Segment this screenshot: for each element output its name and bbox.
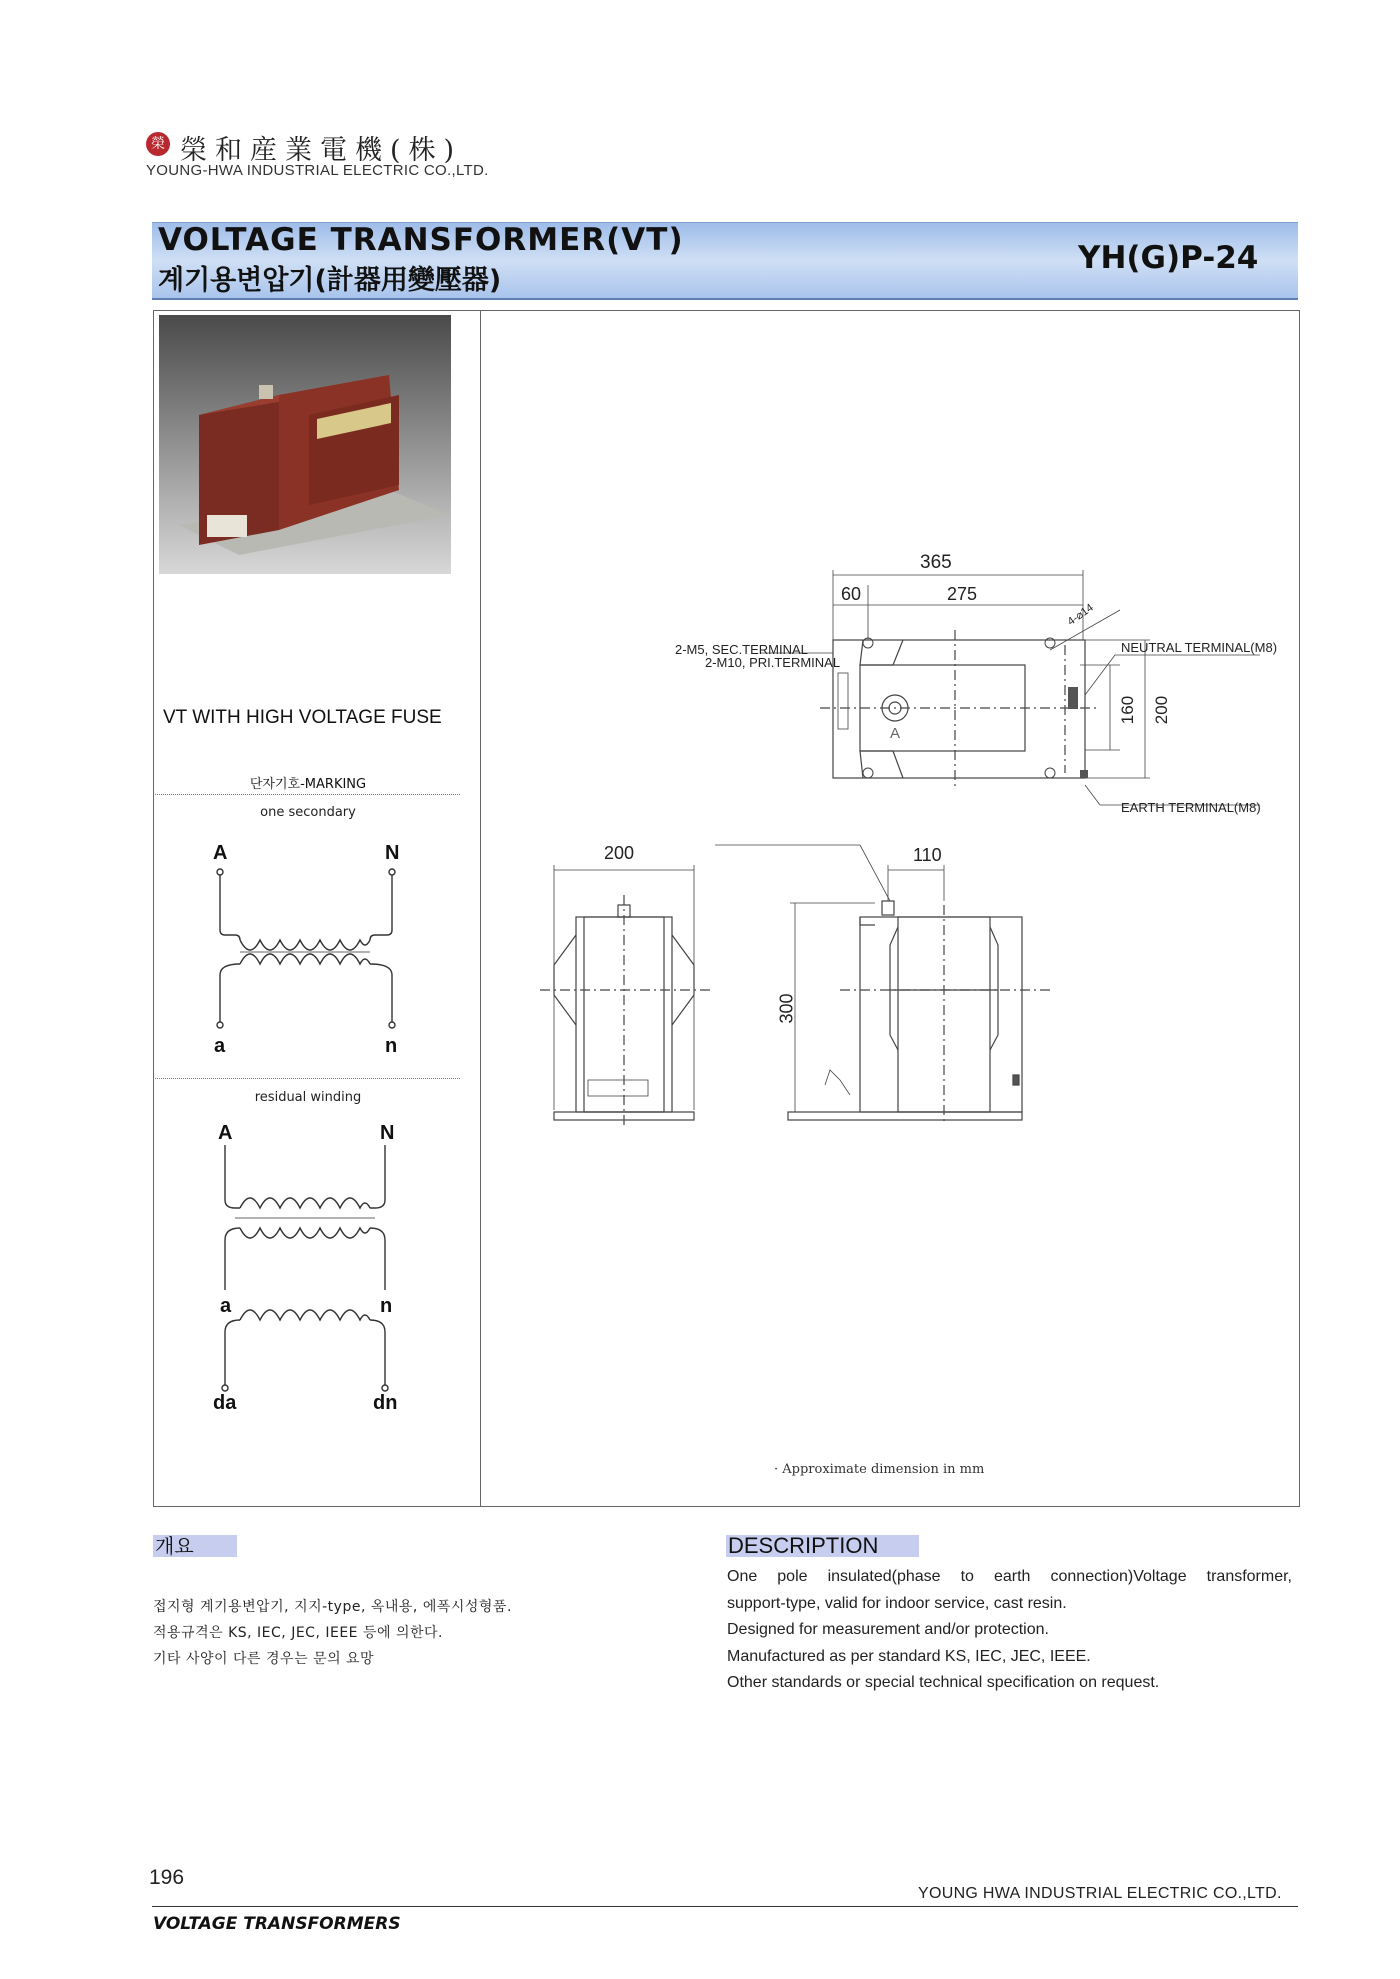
pri-terminal-label: 2-M10, PRI.TERMINAL [705, 655, 841, 670]
one-secondary-winding-diagram [200, 860, 410, 1040]
dim-hole: 4-⌀14 [1065, 601, 1096, 629]
footer-rule [152, 1906, 1298, 1907]
residual-winding-diagram [205, 1140, 405, 1400]
description-line: One pole insulated(phase to earth connection)Voltage transformer, [727, 1568, 1292, 1585]
description-line: Manufactured as per standard KS, IEC, JEC, IEEE. [727, 1648, 1091, 1665]
terminal-a-label: a [214, 1035, 226, 1057]
company-name-english: YOUNG-HWA INDUSTRIAL ELECTRIC CO.,LTD. [146, 162, 489, 179]
description-line: support-type, valid for indoor service, cast resin. [727, 1595, 1067, 1612]
dim-110: 110 [913, 845, 942, 865]
dim-60: 60 [841, 584, 862, 604]
overview-line: 기타 사양이 다른 경우는 문의 요망 [153, 1651, 375, 1667]
terminal-N-label: N [385, 842, 400, 864]
one-secondary-label: one secondary [260, 805, 356, 820]
dim-365: 365 [920, 552, 952, 573]
dim-160: 160 [1118, 695, 1138, 725]
residual-terminal-n-label: n [380, 1295, 393, 1317]
marking-title: 단자기호-MARKING [249, 777, 367, 792]
front-side-view-drawing [540, 825, 1100, 1125]
overview-heading: 개요 [153, 1535, 237, 1557]
dim-300: 300 [776, 993, 797, 1024]
residual-terminal-A-label: A [218, 1122, 233, 1144]
residual-terminal-N-label: N [380, 1122, 395, 1144]
photo-caption: VT WITH HIGH VOLTAGE FUSE [163, 707, 442, 728]
terminal-n-label: n [385, 1035, 398, 1057]
footer-company: YOUNG HWA INDUSTRIAL ELECTRIC CO.,LTD. [918, 1885, 1282, 1902]
overview-line: 접지형 계기용변압기, 지지-type, 옥내용, 에폭시성형품. [153, 1599, 512, 1615]
panel-divider [480, 310, 481, 1506]
overview-line: 적용규격은 KS, IEC, JEC, IEEE 등에 의한다. [153, 1625, 443, 1641]
company-logo: 榮 [146, 132, 170, 156]
residual-terminal-da-label: da [213, 1392, 237, 1414]
page-number: 196 [149, 1866, 185, 1889]
dim-275: 275 [947, 584, 978, 604]
residual-terminal-dn-label: dn [373, 1392, 398, 1414]
page-title-english: VOLTAGE TRANSFORMER(VT) [158, 222, 684, 258]
dim-200-front: 200 [604, 843, 635, 863]
terminal-A-label: A [213, 842, 228, 864]
marking-separator [155, 794, 460, 795]
earth-terminal-label: EARTH TERMINAL(M8) [1121, 800, 1261, 815]
page-title-korean: 계기용변압기(計器用變壓器) [158, 265, 502, 296]
winding-separator [155, 1078, 460, 1079]
description-line: Other standards or special technical specification on request. [727, 1674, 1160, 1691]
dim-200-side: 200 [1152, 695, 1172, 725]
description-heading: DESCRIPTION [726, 1535, 919, 1557]
residual-winding-label: residual winding [254, 1090, 362, 1105]
approx-dimension-note: · Approximate dimension in mm [774, 1462, 985, 1477]
footer-section-title: VOLTAGE TRANSFORMERS [153, 1914, 401, 1934]
sec-terminal-label: 2-M5, SEC.TERMINAL [675, 642, 808, 657]
company-name-korean: 榮和産業電機(株) [180, 135, 463, 166]
product-photo [159, 315, 451, 574]
model-number: YH(G)P-24 [1078, 240, 1259, 276]
description-line: Designed for measurement and/or protection. [727, 1621, 1049, 1638]
neutral-terminal-label: NEUTRAL TERMINAL(M8) [1121, 640, 1278, 655]
label-A: A [890, 725, 901, 742]
residual-terminal-a-label: a [220, 1295, 232, 1317]
